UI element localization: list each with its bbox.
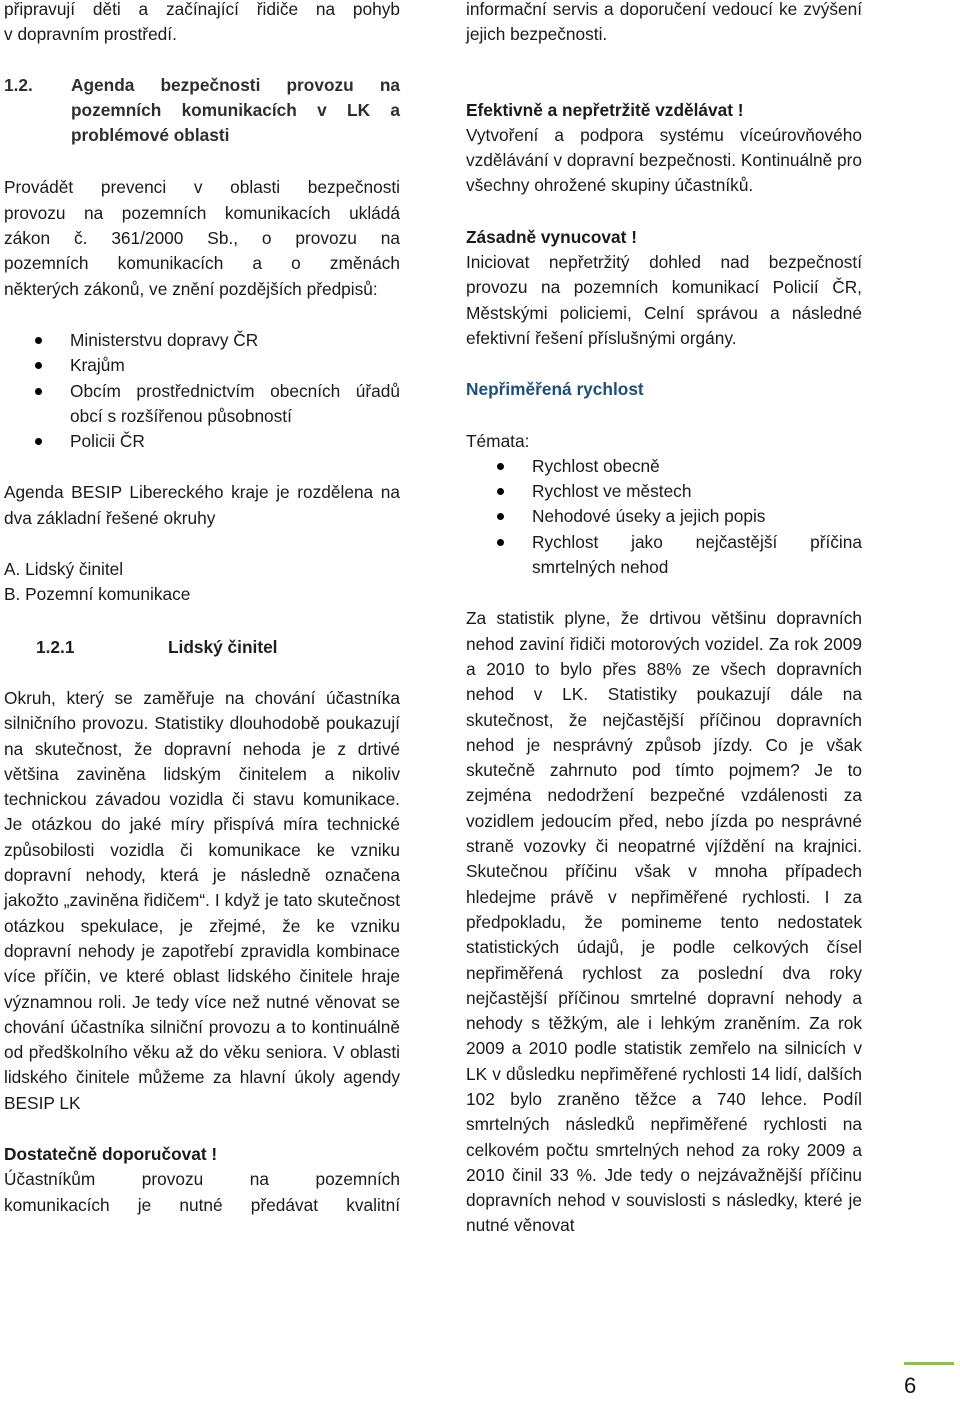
section-title: Agenda bezpečnosti provozu na pozemních komunikacích v LK a problémové oblasti bbox=[71, 74, 400, 146]
speed-heading: Nepřiměřená rychlost bbox=[466, 379, 644, 400]
section-number: 1.2. bbox=[4, 74, 33, 95]
list-item: Krajům bbox=[4, 353, 400, 378]
agenda-paragraph: Agenda BESIP Libereckého kraje je rozdělena na dva základní řešené okruhy bbox=[4, 482, 400, 528]
right-column bbox=[466, 0, 862, 1239]
page-number-rule bbox=[904, 1362, 954, 1365]
law-line-4: pozemních komunikacích a o změnách bbox=[4, 253, 400, 274]
subsection-heading bbox=[4, 635, 400, 660]
continuation-paragraph: informační servis a doporučení vedoucí ke zvýšení jejich bezpečnosti. bbox=[466, 0, 862, 45]
recommend-line-2: komunikacích je nutné předávat kvalitní bbox=[4, 1194, 400, 1215]
list-item: Rychlost ve městech bbox=[466, 479, 862, 504]
list-item: Ministerstvu dopravy ČR bbox=[4, 328, 400, 353]
list-item: Policii ČR bbox=[4, 429, 400, 454]
educate-heading: Efektivně a nepřetržitě vzdělávat ! bbox=[466, 99, 744, 120]
intro-line-2: v dopravním prostředí. bbox=[4, 24, 177, 45]
topics-list bbox=[466, 454, 862, 580]
list-item: Obcím prostřednictvím obecních úřadů obcí s rozšířenou působností bbox=[4, 379, 400, 430]
educate-paragraph: Vytvoření a podpora systému víceúrovňového vzdělávání v dopravní bezpečnosti. Kontinuálně pro všechny ohrožené skupiny účastníků. bbox=[466, 124, 862, 196]
section-heading bbox=[4, 73, 400, 149]
subsection-title: Lidský činitel bbox=[168, 636, 278, 657]
enforce-paragraph: Iniciovat nepřetržitý dohled nad bezpečností provozu na pozemních komunikací Policií ČR, Městskými policiemi, Celní správou a následné efektivní řešení příslušnými orgány. bbox=[466, 252, 862, 348]
law-paragraph bbox=[4, 175, 400, 301]
left-column bbox=[4, 0, 400, 1218]
enforce-heading: Zásadně vynucovat ! bbox=[466, 226, 637, 247]
list-item: Rychlost obecně bbox=[466, 454, 862, 479]
law-line-1: Provádět prevenci v oblasti bezpečnosti bbox=[4, 177, 400, 198]
law-tail: některých zákonů, ve znění pozdějších předpisů: bbox=[4, 278, 378, 299]
authority-list bbox=[4, 328, 400, 454]
okruh-a: A. Lidský činitel bbox=[4, 559, 124, 580]
law-line-2: provozu na pozemních komunikacích ukládá bbox=[4, 202, 400, 223]
list-item: Nehodové úseky a jejich popis bbox=[466, 504, 862, 529]
intro-line-1: připravují děti a začínající řidiče na pohyb bbox=[4, 0, 400, 19]
okruh-b: B. Pozemní komunikace bbox=[4, 584, 191, 605]
subsection-number: 1.2.1 bbox=[36, 636, 75, 657]
statistics-paragraph: Za statistik plyne, že drtivou většinu dopravních nehod zaviní řidiči motorových vozidel. Za rok 2009 a 2010 to bylo přes 88% ze všech dopravních nehod v LK. Statistiky poukazují dále na skutečnost, že nejčastější příčinou dopravních nehod je nesprávný způsob jízdy. Co je však skutečně zahrnuto pod tímto pojmem? Je to zejména nedodržení bezpečné vzdálenosti za vozidlem jedoucím před, nebo jízda po nesprávné straně vozovky či neopatrné vjíždění na krajnici. Skutečnou příčinu však v mnoha případech hledejme právě v nepřiměřené rychlosti. I za předpokladu, že pomineme tento nedostatek statistických údajů, je podle celkových čísel nepřiměřená rychlost za poslední dva roky nejčastější příčinou smrtelné dopravní nehody a nehody s těžkým, ale i lehkým zraněním. Za rok 2009 a 2010 podle statistik zemřelo na silnicích v LK v důsledku nepřiměřené rychlosti 14 lidí, dalších 102 bylo zraněno těžce a 740 lehce. Podíl smrtelných následků nepřiměřené rychlosti na celkovém počtu smrtelných nehod za roky 2009 a 2010 činil 33 %. Jde tedy o nejzávažnější příčinu dopravních nehod v souvislosti s následky, které je nutné věnovat bbox=[466, 608, 862, 1236]
recommend-heading: Dostatečně doporučovat ! bbox=[4, 1143, 218, 1164]
topics-label: Témata: bbox=[466, 430, 530, 451]
human-factor-paragraph: Okruh, který se zaměřuje na chování účastníka silničního provozu. Statistiky dlouhodobě poukazují na skutečnost, že dopravní nehoda je z drtivé většina zaviněna lidským činitelem a nikoliv technickou závadou vozidla či stavu komunikace. Je otázkou do jaké míry přispívá míra technické způsobilosti vozidla či komunikace ke vzniku dopravní nehody, která je následně označena jakožto „zaviněna řidičem“. I když je tato skutečnost otázkou spekulace, je zřejmé, že ke vzniku dopravní nehody je zapotřebí zpravidla kombinace více příčin, ve které oblast lidského činitele hraje významnou roli. Je tedy více než nutné věnovat se chování účastníka silniční provozu a to kontinuálně od předškolního věku až do věku seniora. V oblasti lidského činitele můžeme za hlavní úkoly agendy BESIP LK bbox=[4, 687, 400, 1113]
law-line-3: zákon č. 361/2000 Sb., o provozu na bbox=[4, 228, 400, 249]
recommend-line-1: Účastníkům provozu na pozemních bbox=[4, 1169, 400, 1190]
list-item: Rychlost jako nejčastější příčina smrtelných nehod bbox=[466, 530, 862, 581]
page-number: 6 bbox=[904, 1373, 917, 1398]
